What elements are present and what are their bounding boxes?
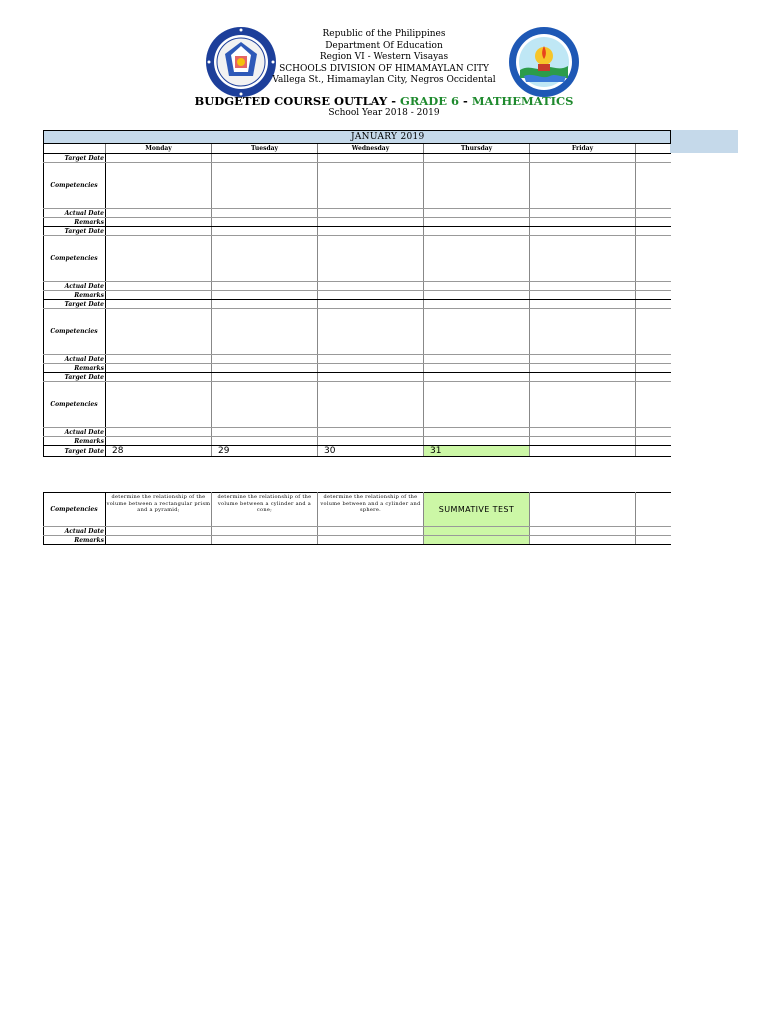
competency-table	[43, 492, 671, 545]
week-row-remarks	[44, 218, 671, 227]
day-cell	[212, 355, 318, 364]
day-cell	[318, 309, 424, 355]
competency-cell: determine the relationship of the volume between a rectangular prism and a pyramid;	[106, 493, 212, 527]
day-header: Friday	[530, 144, 636, 154]
day-cell	[530, 536, 636, 545]
row-label-remarks: Remarks	[44, 291, 106, 300]
competency-cell	[530, 493, 636, 527]
day-cell	[106, 300, 212, 309]
week-row-remarks	[44, 291, 671, 300]
day-cell	[212, 364, 318, 373]
day-cell	[106, 236, 212, 282]
week-row-target	[44, 227, 671, 236]
day-header-blank	[44, 144, 106, 154]
day-cell	[424, 300, 530, 309]
day-cell	[212, 154, 318, 163]
day-cell	[212, 309, 318, 355]
row-label-competencies: Competencies	[44, 309, 106, 355]
day-cell	[530, 282, 636, 291]
row-label-remarks: Remarks	[44, 218, 106, 227]
day-cell	[636, 364, 671, 373]
row-label-target: Target Date	[44, 300, 106, 309]
day-cell	[318, 227, 424, 236]
day-cell	[318, 218, 424, 227]
day-cell	[212, 382, 318, 428]
summative-test-cell: SUMMATIVE TEST	[424, 493, 530, 527]
day-cell	[424, 355, 530, 364]
month-calendar-body	[44, 154, 671, 457]
day-cell	[106, 309, 212, 355]
day-cell	[212, 536, 318, 545]
title-separator-2: -	[459, 94, 472, 108]
day-cell	[530, 218, 636, 227]
day-cell	[212, 282, 318, 291]
day-cell	[106, 209, 212, 218]
title-subject: MATHEMATICS	[471, 94, 574, 108]
day-header: Thursday	[424, 144, 530, 154]
month-band-spacer	[44, 131, 106, 144]
day-cell	[530, 373, 636, 382]
day-cell	[318, 282, 424, 291]
day-cell	[106, 536, 212, 545]
title-separator: -	[387, 94, 400, 108]
header-line: Region VI - Western Visayas	[319, 52, 449, 62]
day-cell	[106, 437, 212, 446]
day-cell	[106, 527, 212, 536]
title-prefix: BUDGETED COURSE OUTLAY	[194, 94, 388, 108]
day-cell	[424, 373, 530, 382]
competency-row-remarks	[44, 536, 671, 545]
date-cell: 28	[106, 446, 212, 457]
day-cell	[424, 527, 530, 536]
day-cell	[530, 236, 636, 282]
row-label-competencies: Competencies	[44, 163, 106, 209]
day-cell	[212, 428, 318, 437]
row-label-remarks: Remarks	[44, 364, 106, 373]
school-year: School Year 2018 - 2019	[328, 108, 440, 118]
row-label-remarks: Remarks	[44, 437, 106, 446]
day-cell	[106, 382, 212, 428]
day-cell	[530, 309, 636, 355]
day-cell	[424, 309, 530, 355]
date-cell: 30	[318, 446, 424, 457]
day-cell	[424, 227, 530, 236]
day-cell	[106, 428, 212, 437]
date-cell: 29	[212, 446, 318, 457]
competency-table-body	[44, 493, 671, 545]
row-label-competencies: Competencies	[44, 493, 106, 527]
day-cell	[212, 218, 318, 227]
week-row-competencies	[44, 236, 671, 282]
day-cell	[106, 291, 212, 300]
day-cell	[530, 291, 636, 300]
day-cell	[636, 236, 671, 282]
row-label-target: Target Date	[44, 373, 106, 382]
day-cell	[636, 209, 671, 218]
day-cell	[636, 446, 671, 457]
week-row-competencies	[44, 163, 671, 209]
competency-cell: determine the relationship of the volume between a cylinder and a cone;	[212, 493, 318, 527]
day-cell	[212, 291, 318, 300]
week-row-remarks	[44, 437, 671, 446]
row-label-actual: Actual Date	[44, 527, 106, 536]
day-cell	[424, 291, 530, 300]
row-label-competencies: Competencies	[44, 236, 106, 282]
day-cell	[106, 154, 212, 163]
day-cell	[636, 291, 671, 300]
day-cell	[636, 300, 671, 309]
day-cell	[424, 163, 530, 209]
day-header-blank	[636, 144, 671, 154]
day-cell	[212, 209, 318, 218]
day-cell	[424, 282, 530, 291]
row-label-target: Target Date	[44, 154, 106, 163]
day-cell	[530, 355, 636, 364]
date-cell: 31	[424, 446, 530, 457]
day-cell	[530, 527, 636, 536]
row-label-actual: Actual Date	[44, 355, 106, 364]
day-cell	[636, 536, 671, 545]
day-cell	[106, 163, 212, 209]
day-cell	[424, 437, 530, 446]
day-cell	[636, 437, 671, 446]
day-cell	[212, 527, 318, 536]
month-band-row	[44, 131, 671, 144]
week-row-target	[44, 154, 671, 163]
day-cell	[424, 382, 530, 428]
header-line: Department Of Education	[325, 40, 443, 51]
competency-row-actual	[44, 527, 671, 536]
day-cell	[318, 300, 424, 309]
row-label-actual: Actual Date	[44, 209, 106, 218]
day-cell	[424, 536, 530, 545]
day-cell	[530, 227, 636, 236]
day-cell	[636, 227, 671, 236]
day-cell	[106, 373, 212, 382]
week-row-actual	[44, 282, 671, 291]
day-cell	[318, 536, 424, 545]
row-label-target: Target Date	[44, 446, 106, 457]
day-cell	[212, 227, 318, 236]
day-cell	[530, 154, 636, 163]
day-cell	[636, 493, 671, 527]
day-cell	[318, 236, 424, 282]
week-row-target-dates	[44, 446, 671, 457]
day-cell	[318, 527, 424, 536]
month-calendar-table	[43, 130, 671, 457]
week-row-actual	[44, 209, 671, 218]
week-row-actual	[44, 355, 671, 364]
row-label-actual: Actual Date	[44, 428, 106, 437]
day-cell	[530, 428, 636, 437]
week-row-target	[44, 300, 671, 309]
page-title	[0, 94, 768, 108]
day-cell	[636, 218, 671, 227]
day-cell	[530, 209, 636, 218]
header-band-extension	[670, 130, 738, 153]
day-cell	[318, 209, 424, 218]
day-cell	[106, 218, 212, 227]
day-cell	[318, 382, 424, 428]
day-cell	[530, 364, 636, 373]
day-cell	[106, 227, 212, 236]
header-line: SCHOOLS DIVISION OF HIMAMAYLAN CITY	[279, 63, 489, 74]
day-cell	[212, 236, 318, 282]
day-cell	[530, 163, 636, 209]
day-cell	[424, 154, 530, 163]
day-header: Tuesday	[212, 144, 318, 154]
day-cell	[106, 282, 212, 291]
day-cell	[424, 209, 530, 218]
day-cell	[424, 364, 530, 373]
row-label-target: Target Date	[44, 227, 106, 236]
day-header-row	[44, 144, 671, 154]
header-line: Republic of the Philippines	[322, 29, 446, 39]
day-cell	[424, 428, 530, 437]
day-cell	[636, 527, 671, 536]
day-cell	[106, 355, 212, 364]
day-cell	[424, 236, 530, 282]
header-line: Vallega St., Himamaylan City, Negros Occidental	[272, 75, 496, 85]
day-cell	[318, 154, 424, 163]
day-cell	[318, 291, 424, 300]
day-cell	[318, 355, 424, 364]
month-title: JANUARY 2019	[106, 131, 671, 144]
day-cell	[530, 382, 636, 428]
day-cell	[636, 428, 671, 437]
day-cell	[212, 437, 318, 446]
competency-row	[44, 493, 671, 527]
day-cell	[636, 163, 671, 209]
week-row-remarks	[44, 364, 671, 373]
row-label-remarks: Remarks	[44, 536, 106, 545]
day-cell	[636, 282, 671, 291]
week-row-target	[44, 373, 671, 382]
day-cell	[318, 373, 424, 382]
title-grade: GRADE 6	[400, 94, 460, 108]
day-header: Wednesday	[318, 144, 424, 154]
day-cell	[212, 163, 318, 209]
header-address-block	[0, 29, 768, 87]
day-cell	[106, 364, 212, 373]
row-label-actual: Actual Date	[44, 282, 106, 291]
row-label-competencies: Competencies	[44, 382, 106, 428]
day-cell	[636, 154, 671, 163]
week-row-actual	[44, 428, 671, 437]
day-cell	[212, 300, 318, 309]
day-cell	[636, 382, 671, 428]
day-cell	[636, 373, 671, 382]
date-cell	[530, 446, 636, 457]
week-row-competencies	[44, 309, 671, 355]
day-cell	[636, 309, 671, 355]
day-cell	[636, 355, 671, 364]
day-cell	[530, 437, 636, 446]
day-cell	[318, 364, 424, 373]
week-row-competencies	[44, 382, 671, 428]
day-cell	[318, 437, 424, 446]
day-header: Monday	[106, 144, 212, 154]
day-cell	[424, 218, 530, 227]
day-cell	[318, 428, 424, 437]
day-cell	[318, 163, 424, 209]
day-cell	[212, 373, 318, 382]
competency-cell: determine the relationship of the volume between and a cylinder and sphere.	[318, 493, 424, 527]
day-cell	[530, 300, 636, 309]
